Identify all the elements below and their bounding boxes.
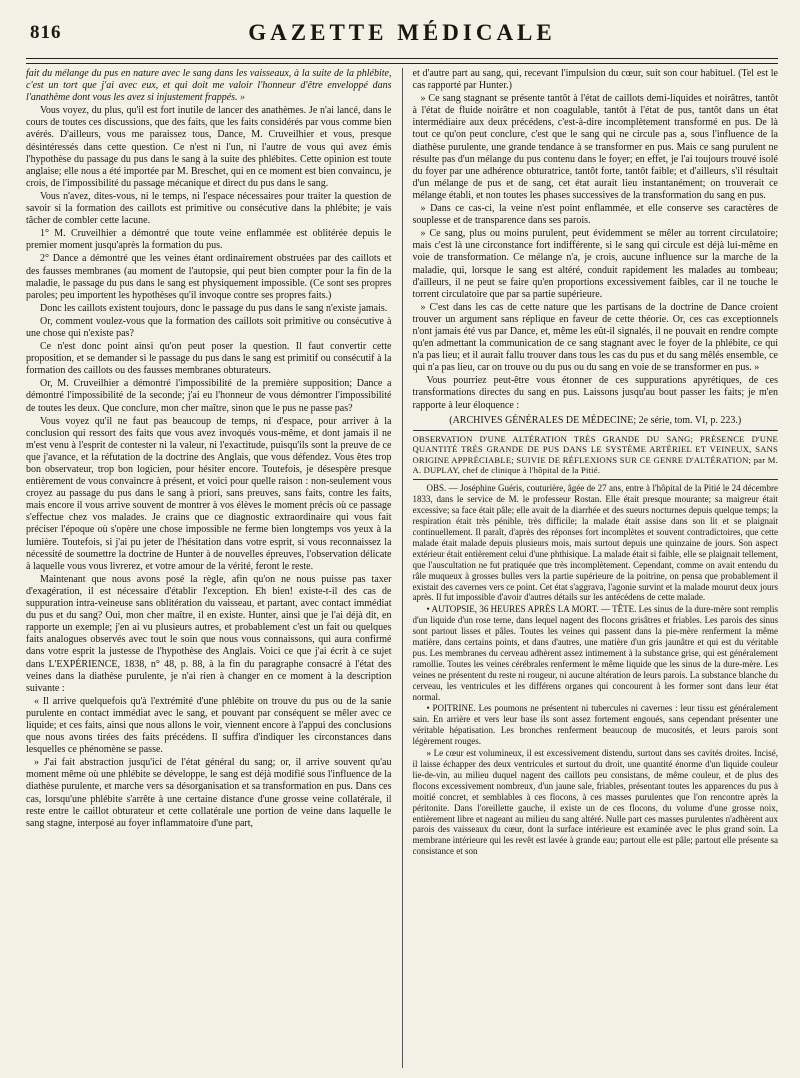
- paragraph: et d'autre part au sang, qui, recevant l'impulsion du cœur, suit son cour habituel. (Tel est le cas rapporté par Hunter.): [412, 68, 778, 92]
- paragraph: Or, M. Cruveilhier a démontré l'impossibilité de la première supposition; Dance a démontré l'impossibilité de la seconde; j'ai eu l'honneur de vous démontrer l'impossibilité de toutes les deux. Que conclure, mon cher maître, sinon que le pus ne passe pas?: [26, 378, 392, 414]
- right-column: [413, 68, 779, 1068]
- observation-paragraph: • AUTOPSIE, 36 HEURES APRÈS LA MORT. — TÊTE. Les sinus de la dure-mère sont remplis d'un liquide d'un rose terne, dans lequel nagent des flocons grisâtres et friables. Les parois des sinus sont partout lisses et pâles. Toutes les veines qui passent dans la pie-mère renferment la même matière, dans certains points, et dans d'autres, une matière d'un gris jaunâtre et qui est du véritable pus. Les membranes du cerveau adhèrent assez intimement à la substance grise, qui est généralement ramollie. Toutes les veines cérébrales renferment le même liquide que les sinus de la dure-mère. Les veines ne présentent du reste ni rougeur, ni aucune altération de leurs parois. La substance blanche du cerveau, les ventricules et les différens organes qui concourent à les former sont dans leur état normal.: [412, 604, 778, 702]
- paragraph: Vous pourriez peut-être vous étonner de ces suppurations apyrétiques, de ces transformations directes du sang en pus. Laissons jusqu'au bout passer les faits; je m'en rapporte à leur éloquence :: [412, 375, 778, 411]
- quoted-paragraph: » Ce sang stagnant se présente tantôt à l'état de caillots demi-liquides et noirâtres, tantôt à l'état de fluide noirâtre et non coagulable, tantôt à l'état de pus, tantôt dans un état intermédiaire aux deux précédens, c'est-à-dire incomplètement transformé en pus. De là tout ce qu'on peut conclure, c'est que le sang qui ne circule pas a, sous l'influence de la diathèse purulente, une grande tendance à se transformer en pus. Mais ce sang purulent ne résulte pas d'un mélange du pus contenu dans le foyer; en effet, je l'ai toujours trouvé isolé du foyer par une adhérence obturatrice, tantôt forte, tantôt faible; et d'ailleurs, s'il résultait d'un mélange de pus et de sang, cet état aurait lieu instantanément; on trouverait ce mélange établi, et non toutes les phases successives de la transformation du sang en pus.: [412, 93, 778, 201]
- section-rule: [413, 479, 779, 480]
- left-column: [26, 68, 392, 1068]
- header-rule: [26, 58, 778, 64]
- section-rule: [413, 430, 779, 431]
- paragraph: Vous voyez, du plus, qu'il est fort inutile de lancer des anathèmes. Je n'ai lancé, dans le cours de toutes ces discussions, que des faits, que les faits considérés par vous comme bien avérés. D'ailleurs, vous me paraissez tous, Dance, M. Cruveilhier et vous, presque désintéressés dans cette question. Ce n'est ni l'un, ni l'autre de vous qui avez émis l'hypothèse du passage du pus dans le sang à la suite des phlébites. Cette opinion est toute anglaise; elle nous a été importée par M. Breschet, qui en ce moment est bien convaincu, je crois, de l'impossibilité du passage mécanique et direct du pus dans le sang.: [26, 105, 392, 189]
- source-reference: (ARCHIVES GÉNÉRALES DE MÉDECINE; 2e série, tom. VI, p. 223.): [449, 414, 742, 426]
- paragraph: Ce n'est donc point ainsi qu'on peut poser la question. Il faut convertir cette proposition, et se demander si le passage du pus dans le sang est primitif ou consécutif à la formation des caillots ou des fausses membranes obturateurs.: [26, 341, 392, 377]
- quoted-paragraph: » Dans ce cas-ci, la veine n'est point enflammée, et elle conserve ses caractères de souplesse et de transparence dans ses parois.: [412, 203, 778, 227]
- paragraph: Or, comment voulez-vous que la formation des caillots soit primitive ou consécutive à une chose qui n'existe pas?: [26, 315, 392, 339]
- observation-title: OBSERVATION D'UNE ALTÉRATION TRÈS GRANDE DU SANG; PRÉSENCE D'UNE QUANTITÉ TRÈS GRANDE DE PUS DANS LE SYSTÈME ARTÉRIEL ET VEINEUX, SANS ORIGINE APPRÉCIABLE; SUIVIE DE RÉFLEXIONS SUR CE GENRE D'ALTÉRATION; par M. A. DUPLAY, chef de clinique à l'hôpital de la Pitié.: [412, 433, 778, 475]
- paragraph: fait du mélange du pus en nature avec le sang dans les vaisseaux, à la suite de la phlébite, c'est un tort que j'ai avec eux, et qui doit me valoir l'honneur d'être enveloppé dans l'anathème dont vous les avez si injustement frappés. »: [26, 68, 392, 104]
- paragraph: 2° Dance a démontré que les veines étant ordinairement obstruées par des caillots et des fausses membranes (au moment de l'autopsie, qui peut bien compter pour la fin de la maladie, le passage du pus dans le sang est physiquement impossible. (Ce sont ses propres paroles; peu importent les hypothèses qu'il invoque contre ses propres faits.): [26, 253, 392, 301]
- column-divider: [402, 68, 403, 1068]
- page-number: 816: [30, 22, 62, 43]
- observation-paragraph: • POITRINE. Les poumons ne présentent ni tubercules ni cavernes : leur tissu est généralement sain. En arrière et vers leur base ils sont assez fortement engoués, sans cependant présenter une véritable hépatisation. Les bronches renferment beaucoup de mucosités, et leurs parois sont légèrement rouges.: [412, 703, 778, 747]
- quoted-paragraph: « Il arrive quelquefois qu'à l'extrémité d'une phlébite on trouve du pus ou de la sanie purulente en contact immédiat avec le sang, et pouvant par conséquent se mêler avec ce liquide; et ces faits, ainsi que nous allons le voir, viennent encore à l'appui des conclusions que nous avons tirées des faits précédens. Il suffira d'indiquer les circonstances dans lesquelles ce phénomène se passe.: [26, 695, 392, 756]
- paragraph: Donc les caillots existent toujours, donc le passage du pus dans le sang n'existe jamais.: [40, 302, 388, 314]
- masthead-title: GAZETTE MÉDICALE: [248, 20, 556, 45]
- paragraph: Vous n'avez, dites-vous, ni le temps, ni l'espace nécessaires pour traiter la question de savoir si la formation des caillots est primitive ou consécutive dans la phlébite; je vais tâcher de combler cette lacune.: [26, 190, 392, 227]
- quoted-paragraph: » C'est dans les cas de cette nature que les partisans de la doctrine de Dance croient trouver un argument sans réplique en faveur de cette théorie. Or, ces cas exceptionnels n'ont jamais été vus par Dance, et, même les eût-il signalés, il ne pouvait en rendre compte qu'en admettant la communication de ce sang stagnant avec le foyer de la phlébite, ce qui n'a pas lieu; et il aurait fallu trouver dans tous les cas du pus et du sang mêlés ensemble, ce qui n'a pas lieu, car on trouve ou du pus ou du sang en voie de se transformer en pus. »: [412, 301, 778, 374]
- two-column-body: [26, 68, 778, 1068]
- quoted-paragraph: » J'ai fait abstraction jusqu'ici de l'état général du sang; or, il arrive souvent qu'au moment même où une phlébite se développe, le sang est déjà modifié sous l'influence de la diathèse purulente, et marche vers sa désorganisation et sa transformation en pus. Dans ces cas, lorsqu'une phlébite s'arrête à une certaine distance d'une grosse veine collatérale, il reste entre le caillot obturateur et cette collatérale une portion de veine dans laquelle le sang stagne, interposé au foyer inflammatoire d'une part,: [26, 757, 392, 829]
- observation-paragraph: OBS. — Joséphine Guéris, couturière, âgée de 27 ans, entre à l'hôpital de la Pitié le 24 décembre 1833, dans le service de M. le professeur Rostan. Elle était presque mourante; sa maigreur était excessive; sa face était pâle; elle avait de la diarrhée et des sueurs nocturnes depuis quelque temps; la respiration était très pénible, très difficile; la malade était assise dans son lit et se plaignait continuellement. Il paraît, d'après des réponses fort incomplètes et souvent contradictoires, que cette malade était malade depuis plusieurs mois, mais surtout depuis une quinzaine de jours. Son aspect extérieur était entièrement celui d'une phthisique. La malade était si faible, elle se plaignait tellement, que l'auscultation ne fut pratiquée que très incomplètement. Cependant, comme on avait entendu du râle muqueux à grosses bulles vers la partie supérieure de la poitrine, on pensa que probablement il existait des cavernes vers ce point. Cet état s'aggrava, l'agonie survint et la malade mourut deux jours après. Il fut impossible d'avoir d'autres détails sur les antécédens de cette malade.: [412, 483, 778, 603]
- paragraph: Vous voyez qu'il ne faut pas beaucoup de temps, ni d'espace, pour arriver à la conclusion qui ressort des faits que vous avez invoqués vous-même, et dont jamais il ne m'est venu à l'esprit de contester ni la valeur, ni l'exactitude, puisqu'ils sont la preuve de ce que j'avance, et la réfutation de la doctrine des Anglais, que vous défendez. Vous êtes trop bon observateur, trop bon logicien, pour hésiter encore. Toutefois, je désespère presque entièrement de vous convaincre à présent, et voici pour quelle raison : non-seulement vous croyez au passage du pus dans le sang à priori, sans preuves, sans faits, contre les faits, mais encore il vous arrive souvent de montrer à vos élèves le moment précis où ce passage s'effectue chez vos malades. Je crains que ce diagnostic extraordinaire qui vous fait préciser l'époque où s'opère une chose impossible ne ferme bien longtemps vos yeux à la lumière. Toutefois, si j'ai pu jeter de l'hésitation dans votre esprit, si vous reconnaissez la nécessité de soumettre la doctrine de Hunter à de nouvelles épreuves, l'observation délicate à laquelle vous vous livrerez, et votre amour de la vérité, feront le reste.: [26, 415, 392, 572]
- paragraph: Maintenant que nous avons posé la règle, afin qu'on ne nous puisse pas taxer d'exagération, il est nécessaire d'établir l'exception. Eh bien! existe-t-il des cas de suppuration intra-veineuse sans oblitération du vaisseau, et partant, avec contact immédiat du pus et du sang? Oui, mon cher maître, il en existe. Hunter, ainsi que je l'ai déjà dit, en rapporte un exemple; j'en ai vu plusieurs autres, et probablement c'est un fait ou quelques faits analogues observés avec tout le soin que nous vous connaissons, qui aura confirmé dans votre esprit la justesse de l'hypothèse des Anglais. Voici ce que j'ai écrit à ce sujet dans L'EXPÉRIENCE, 1838, n° 48, p. 88, à la fin du paragraphe consacré à l'état des veines dans la diathèse purulente, je n'ai rien à changer en ce moment à la description suivante :: [26, 573, 392, 694]
- paragraph: 1° M. Cruveilhier a démontré que toute veine enflammée est oblitérée depuis le premier moment jusqu'après la formation du pus.: [26, 228, 392, 252]
- observation-paragraph: » Le cœur est volumineux, il est excessivement distendu, surtout dans ses cavités droites. Incisé, il laisse échapper des deux ventricules et surtout du droit, une quantité énorme d'un liquide couleur lie-de-vin, au milieu duquel nagent des caillots peu consistans, de même couleur, et de plus des flocons excessivement nombreux, d'un jaune sale, friables, présentant toutes les apparences du pus à moitié concret, et semblables à ces flocons, à ces masses purulentes que l'on rencontre après la péritonite. Dans l'oreillette gauche, il existe un de ces flocons, du volume d'une grosse noix, entièrement libre et nageant au milieu du sang altéré. Nulle part ces masses purulentes n'adhèrent aux parois des vaisseaux du cœur, dont la surface intérieure est examinée avec le plus grand soin. La membrane intérieure qui les revêt est lavée à grande eau; partout elle est pâle; partout elle présente sa consistance et son: [412, 748, 778, 857]
- page-header: [26, 14, 778, 58]
- quoted-paragraph: » Ce sang, plus ou moins purulent, peut évidemment se mêler au torrent circulatoire; mais c'est là une circonstance fort indifférente, si le sang qui circule est déjà lui-même en voie de transformation. Ce mélange n'a, je crois, aucune influence sur la marche de la maladie, qui, lorsque le sang est altéré, conduit rapidement les malades au tombeau; d'ailleurs, il ne peut se faire qu'en proportions excessivement faibles, car il ne touche le torrent circulatoire que par sa partie supérieure.: [412, 228, 778, 300]
